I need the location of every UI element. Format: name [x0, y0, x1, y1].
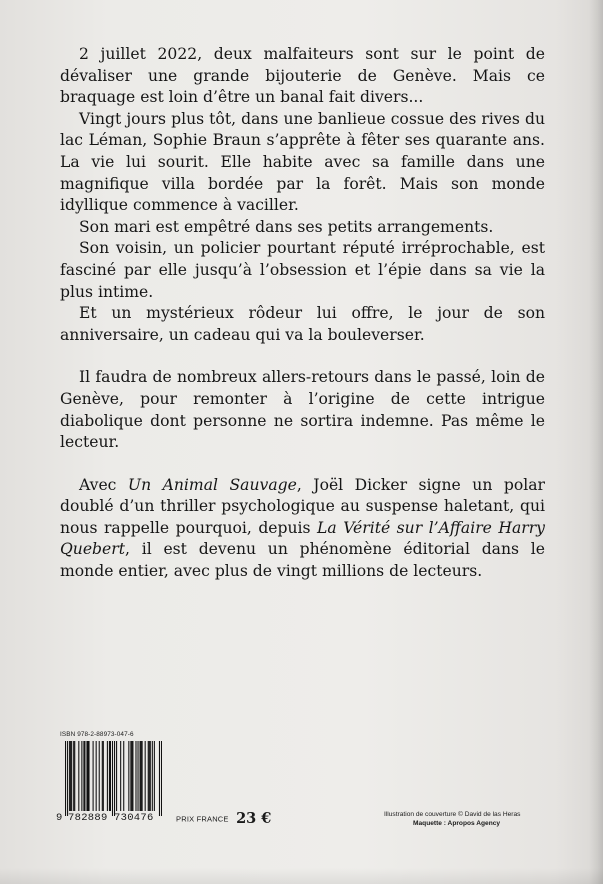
barcode-bar [142, 741, 143, 811]
barcode-bar [87, 741, 88, 811]
barcode-bar [81, 741, 82, 811]
cover-edge-shadow [589, 0, 603, 884]
barcode-bar [103, 741, 104, 811]
barcode-bar [148, 741, 149, 811]
cover-credits [384, 810, 520, 828]
barcode-bar [102, 741, 103, 811]
barcode-bar [71, 741, 72, 811]
blurb-paragraph-4: Son voisin, un policier pourtant réputé irréprochable, est fasciné par elle jusqu’à l’obsession et l’épie dans sa vie la plus intime. [60, 239, 545, 301]
barcode-bar [130, 741, 131, 811]
blurb-text [60, 44, 545, 583]
barcode-bar [67, 741, 68, 816]
barcode-bar [152, 741, 153, 811]
blurb-paragraph-2: Vingt jours plus tôt, dans une banlieue cossue des rives du lac Léman, Sophie Braun s’apprête à fêter ses quarante ans. La vie lui sourit. Elle habite avec sa famille dans une magnifique villa bordée par la forêt. Mais son monde idyllique commence à vaciller. [60, 109, 545, 215]
barcode-bar [114, 741, 115, 816]
barcode-bar [88, 741, 89, 811]
barcode-bar [123, 741, 124, 811]
barcode-bar [131, 741, 132, 811]
barcode-bar [110, 741, 111, 811]
barcode-bar [107, 741, 108, 811]
barcode-bar [141, 741, 142, 811]
barcode-bar [161, 741, 162, 816]
barcode-bar [132, 741, 133, 811]
illustration-credit: Illustration de couverture © David de las Heras [384, 811, 521, 818]
price-block [176, 810, 271, 828]
barcode-bar [93, 741, 94, 811]
barcode-bar [120, 741, 121, 811]
barcode-bar [150, 741, 151, 811]
barcode-bar [149, 741, 150, 811]
barcode-bar [65, 741, 66, 816]
barcode-bar [83, 741, 84, 811]
blurb-paragraph-7 [60, 475, 545, 583]
blurb-paragraph-5: Et un mystérieux rôdeur lui offre, le jour de son anniversaire, un cadeau qui va la bouleverser. [60, 304, 545, 344]
barcode-bar [70, 741, 71, 811]
blurb-p7-c: , il est devenu un phénomène éditorial dans le monde entier, avec plus de vingt millions de lecteurs. [60, 540, 545, 581]
barcode-lead-digit: 9 [56, 812, 63, 824]
barcode-bar [154, 741, 155, 811]
barcode-bar [109, 741, 110, 811]
isbn-label: ISBN 978-2-88973-047-6 [60, 731, 134, 738]
barcode-bar [84, 741, 85, 811]
book-title: Un Animal Sauvage [127, 475, 297, 494]
barcode-bar [145, 741, 146, 811]
barcode-bar [159, 741, 160, 816]
blurb-paragraph-3: Son mari est empêtré dans ses petits arrangements. [79, 217, 494, 236]
barcode-bar [112, 741, 113, 816]
price-label: PRIX FRANCE [176, 814, 229, 824]
blurb-paragraph-6: Il faudra de nombreux allers-retours dans le passé, loin de Genève, pour remonter à l’origine de cette intrigue diabolique dont personne ne sortira indemne. Pas même le lecteur. [60, 368, 545, 452]
barcode-bar [86, 741, 87, 811]
barcode-bar [69, 741, 70, 811]
barcode-group-1: 782889 [68, 812, 108, 824]
barcode-bar [128, 741, 129, 811]
barcode-bar [99, 741, 100, 811]
barcode-bar [137, 741, 138, 811]
barcode-bar [135, 741, 136, 811]
design-credit: Maquette : Apropos Agency [413, 820, 501, 827]
barcode-bar [96, 741, 97, 811]
barcode-bar [116, 741, 117, 811]
price-amount: 23 € [236, 810, 272, 828]
isbn-barcode [65, 741, 162, 816]
blurb-paragraph-1: 2 juillet 2022, deux malfaiteurs sont sur le point de dévaliser une grande bijouterie de Genève. Mais ce braquage est loin d’être un banal fait divers... [60, 45, 545, 107]
barcode-group-2: 730476 [114, 812, 154, 824]
blurb-p7-a: Avec [79, 475, 128, 494]
barcode-bar [78, 741, 79, 811]
barcode-bar [140, 741, 141, 811]
barcode-bar [74, 741, 75, 811]
blurb-p7-b: , Joël Dicker signe un polar doublé d’un thriller psychologique au suspense haletant, qui nous rappelle pourquoi, depuis [60, 475, 546, 537]
cover-bottom-shadow [0, 868, 603, 884]
previous-book-title: La Vérité sur l’Affaire Harry Quebert [60, 518, 545, 559]
barcode-bar [73, 741, 74, 811]
